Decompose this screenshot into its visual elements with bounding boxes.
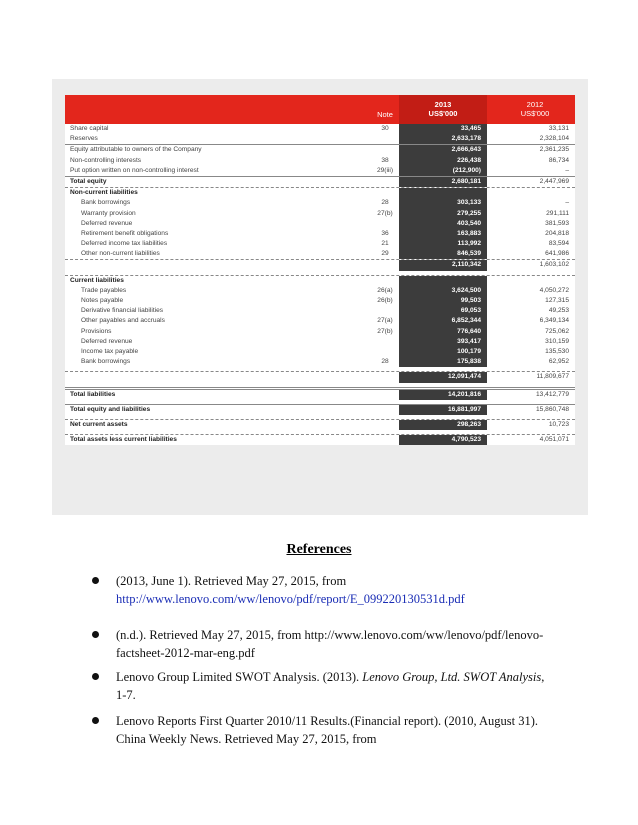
note-column-header: Note: [377, 110, 393, 119]
reference-text: (n.d.). Retrieved May 27, 2015, from http://www.lenovo.com/ww/lenovo/pdf/lenovo-: [116, 628, 544, 642]
row-label: Other payables and accruals: [81, 317, 165, 325]
table-row: [65, 327, 575, 337]
table-row: [65, 259, 575, 270]
value-2012: 2,328,104: [539, 135, 569, 143]
row-note: 28: [381, 199, 389, 207]
table-row: [65, 306, 575, 316]
value-2013: 175,838: [399, 357, 487, 367]
value-2013: 33,465: [399, 124, 487, 134]
table-row: [65, 404, 575, 415]
value-2012: 127,315: [545, 297, 569, 304]
row-label: Other non-current liabilities: [81, 250, 160, 258]
value-2012: –: [565, 199, 569, 207]
value-2012: 291,111: [546, 209, 569, 217]
bullet-icon: [92, 577, 99, 584]
row-note: 30: [381, 125, 389, 132]
row-label: Equity attributable to owners of the Company: [70, 146, 202, 154]
value-2012: 2,447,969: [539, 177, 569, 185]
value-2013: 6,852,344: [399, 316, 487, 326]
table-row: [65, 434, 575, 445]
value-2012: 15,860,748: [535, 405, 569, 413]
value-2012: 381,593: [545, 219, 569, 227]
value-2013: 846,539: [399, 249, 487, 259]
value-2012: 13,412,779: [535, 390, 569, 398]
value-2013: 100,179: [399, 347, 487, 357]
table-row: [65, 187, 575, 198]
row-note: 28: [381, 358, 389, 366]
value-2013: 2,680,181: [399, 177, 487, 187]
row-label: Derivative financial liabilities: [81, 307, 164, 315]
row-note: 27(a): [377, 317, 393, 325]
table-row: [65, 134, 575, 144]
row-label: Reserves: [70, 135, 98, 143]
row-label: Deferred revenue: [81, 337, 133, 345]
row-label: Non-current liabilities: [70, 189, 138, 197]
row-label: Bank borrowings: [81, 358, 131, 366]
value-2013: 2,666,643: [399, 145, 487, 155]
value-2012: 86,734: [548, 156, 569, 164]
row-note: 29: [381, 250, 389, 258]
value-2012: 2,361,235: [539, 146, 569, 154]
value-2013: 12,091,474: [399, 372, 487, 382]
reference-text: China Weekly News. Retrieved May 27, 2015, from: [116, 732, 377, 746]
reference-link[interactable]: http://www.lenovo.com/ww/lenovo/pdf/report/E_099220130531d.pdf: [116, 592, 465, 606]
table-row: [65, 176, 575, 187]
value-2013: 4,790,523: [399, 435, 487, 445]
value-2012: 6,349,134: [539, 317, 569, 325]
value-2013: 99,503: [399, 296, 487, 306]
value-2012: 4,050,272: [539, 286, 569, 294]
row-label: Deferred revenue: [81, 219, 133, 227]
value-2013: 69,053: [399, 306, 487, 316]
table-row: [65, 387, 575, 400]
value-2013: 14,201,816: [399, 390, 487, 400]
table-row: [65, 229, 575, 239]
row-label: Total liabilities: [70, 390, 116, 398]
value-2012: 33,131: [548, 125, 569, 132]
table-row: [65, 347, 575, 357]
row-label: Bank borrowings: [81, 199, 131, 207]
table-row: [65, 249, 575, 259]
row-label: Total equity: [70, 177, 107, 185]
value-2013: 393,417: [399, 337, 487, 347]
value-2013: 279,255: [399, 209, 487, 219]
row-note: 26(a): [377, 286, 393, 294]
row-note: 21: [381, 240, 389, 248]
balance-sheet-table: [65, 95, 575, 445]
row-label: Deferred income tax liabilities: [81, 240, 168, 248]
references-title: References: [286, 542, 352, 557]
bullet-icon: [92, 631, 99, 638]
table-row: [65, 124, 575, 134]
value-2012: 1,603,102: [539, 261, 569, 269]
value-2013: 303,133: [399, 198, 487, 208]
row-label: Put option written on non-controlling interest: [70, 166, 199, 174]
row-label: Total equity and liabilities: [70, 405, 151, 413]
value-2012: 4,051,071: [539, 436, 569, 444]
value-2012: 204,818: [545, 229, 569, 237]
table-row: [65, 219, 575, 229]
table-row: [65, 357, 575, 367]
value-2012: 83,594: [548, 240, 569, 248]
reference-text: 1-7.: [116, 688, 136, 702]
row-note: 29(iii): [376, 166, 394, 174]
value-2013: 163,883: [399, 229, 487, 239]
value-2013: 776,640: [399, 327, 487, 337]
row-note: 38: [381, 156, 389, 164]
table-row: [65, 419, 575, 430]
reference-text: (2013, June 1). Retrieved May 27, 2015, from: [116, 574, 347, 588]
row-label: Retirement benefit obligations: [81, 229, 169, 237]
bullet-icon: [92, 717, 99, 724]
value-2013: 3,624,500: [399, 286, 487, 296]
row-label: Warranty provision: [81, 209, 136, 217]
reference-italic-title: Lenovo Group, Ltd. SWOT Analysis: [362, 670, 542, 684]
value-2012: 725,062: [545, 327, 569, 335]
value-2013: [399, 276, 487, 286]
row-label: Total assets less current liabilities: [70, 436, 177, 444]
table-body: [65, 124, 575, 445]
value-2013: 16,881,997: [399, 405, 487, 415]
table-row: [65, 316, 575, 326]
value-2012: 10,723: [548, 420, 569, 428]
value-2013: 226,438: [399, 156, 487, 166]
table-header: [65, 95, 575, 124]
row-note: 26(b): [377, 297, 393, 304]
reference-text: factsheet-2012-mar-eng.pdf: [116, 646, 255, 660]
balance-sheet-image: [52, 79, 588, 515]
row-label: Share capital: [70, 125, 109, 132]
reference-text: Lenovo Group Limited SWOT Analysis. (2013).: [116, 670, 363, 684]
row-note: 27(b): [377, 209, 393, 217]
value-2013: 113,992: [399, 239, 487, 249]
row-note: 36: [381, 229, 389, 237]
year-2012-header: 2012 US$'000: [520, 100, 550, 118]
table-row: [65, 198, 575, 208]
row-label: Notes payable: [81, 297, 124, 304]
row-label: Income tax payable: [81, 347, 139, 355]
row-label: Net current assets: [70, 420, 128, 428]
value-2013: (212,900): [399, 166, 487, 176]
row-label: Non-controlling interests: [70, 156, 142, 164]
table-row: [65, 337, 575, 347]
value-2012: 62,952: [548, 358, 569, 366]
value-2013: [399, 188, 487, 198]
row-label: Current liabilities: [70, 276, 124, 284]
year-2013-header: 2013 US$'000: [399, 95, 487, 124]
bullet-icon: [92, 673, 99, 680]
table-row: [65, 275, 575, 286]
value-2012: 641,986: [545, 250, 569, 258]
value-2012: 11,809,677: [536, 373, 569, 381]
table-row: [65, 144, 575, 155]
value-2012: 49,253: [548, 307, 569, 315]
value-2013: 2,633,178: [399, 134, 487, 144]
row-label: Trade payables: [81, 286, 127, 294]
reference-text: Lenovo Reports First Quarter 2010/11 Results.(Financial report). (2010, August 31).: [116, 714, 539, 728]
row-label: Provisions: [81, 327, 112, 335]
table-row: [65, 286, 575, 296]
table-row: [65, 239, 575, 249]
value-2012: –: [565, 166, 569, 174]
table-row: [65, 166, 575, 176]
value-2013: 2,110,342: [399, 260, 487, 270]
table-row: [65, 296, 575, 306]
table-row: [65, 209, 575, 219]
table-row: [65, 371, 575, 382]
value-2012: 310,159: [545, 337, 569, 345]
table-row: [65, 156, 575, 166]
value-2013: 298,263: [399, 420, 487, 430]
value-2013: 403,540: [399, 219, 487, 229]
value-2012: 135,530: [545, 347, 569, 355]
row-note: 27(b): [377, 327, 393, 335]
